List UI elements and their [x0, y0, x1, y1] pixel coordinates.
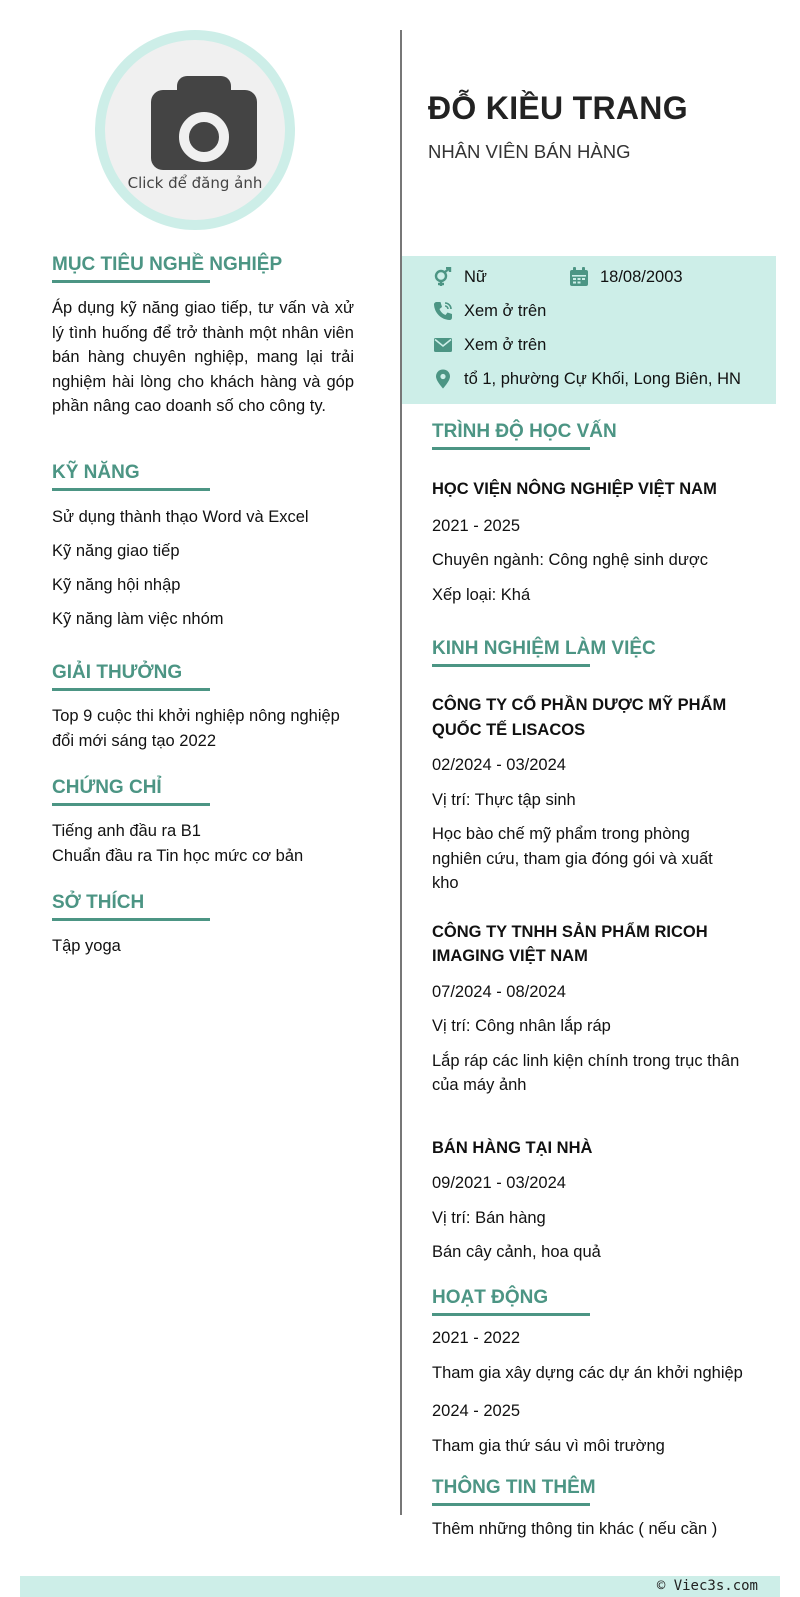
skill-item: Sử dụng thành thạo Word và Excel [52, 508, 309, 526]
contact-gender [432, 265, 487, 289]
activities-section [432, 1287, 762, 1458]
school-name: HỌC VIỆN NÔNG NGHIỆP VIỆT NAM [432, 480, 717, 498]
objective-section [52, 254, 354, 419]
extra-text: Thêm những thông tin khác ( nếu cần ) [432, 1520, 718, 1538]
company-name: BÁN HÀNG TẠI NHÀ [432, 1138, 593, 1157]
skill-item: Kỹ năng làm việc nhóm [52, 610, 224, 628]
email-value[interactable]: Xem ở trên [464, 335, 547, 354]
calendar-icon [568, 266, 590, 288]
email-icon [432, 334, 454, 356]
education-grade: Xếp loại: Khá [432, 585, 531, 604]
avatar-caption: Click để đăng ảnh [127, 174, 263, 192]
section-underline [52, 280, 210, 283]
cert-item: Chuẩn đầu ra Tin học mức cơ bản [52, 846, 304, 865]
skill-item: Kỹ năng hội nhập [52, 576, 181, 594]
hobby-text: Tập yoga [52, 937, 121, 955]
section-underline [432, 447, 590, 450]
experience-section [432, 638, 762, 1265]
candidate-name: ĐỖ KIỀU TRANG [428, 90, 688, 126]
education-period: 2021 - 2025 [432, 516, 521, 535]
job-position: Vị trí: Công nhân lắp ráp [432, 1017, 611, 1035]
company-name: CÔNG TY CỔ PHẦN DƯỢC MỸ PHẨM QUỐC TẾ LISACOS [432, 696, 727, 739]
job-period: 09/2021 - 03/2024 [432, 1174, 566, 1192]
address-value: tổ 1, phường Cự Khối, Long Biên, HN [464, 369, 741, 388]
activity-text: Tham gia xây dựng các dự án khởi nghiệp [432, 1363, 743, 1382]
section-title: KỸ NĂNG [52, 462, 140, 483]
section-title: CHỨNG CHỈ [52, 777, 162, 798]
location-icon [432, 368, 454, 390]
hobbies-section [52, 892, 354, 959]
section-underline [52, 688, 210, 691]
job-entry [432, 693, 732, 896]
job-period: 07/2024 - 08/2024 [432, 982, 566, 1001]
section-title: GIẢI THƯỞNG [52, 662, 183, 683]
company-name: CÔNG TY TNHH SẢN PHẨM RICOH IMAGING VIỆT NAM [432, 922, 708, 965]
education-section [432, 421, 762, 607]
award-text: Top 9 cuộc thi khởi nghiệp nông nghiệp đổi mới sáng tạo 2022 [52, 707, 340, 750]
phone-icon [432, 300, 454, 322]
extra-section [432, 1477, 762, 1542]
education-major: Chuyên ngành: Công nghệ sinh dược [432, 551, 708, 569]
job-position: Vị trí: Thực tập sinh [432, 790, 576, 809]
footer-bar [20, 1576, 780, 1597]
job-position: Vị trí: Bán hàng [432, 1208, 546, 1227]
section-title: KINH NGHIỆM LÀM VIỆC [432, 638, 656, 659]
section-underline [432, 1503, 590, 1506]
job-description: Bán cây cảnh, hoa quả [432, 1243, 601, 1261]
job-entry [432, 1136, 752, 1265]
section-underline [52, 488, 210, 491]
certs-section [52, 777, 354, 868]
job-title: NHÂN VIÊN BÁN HÀNG [428, 141, 631, 162]
activity-text: Tham gia thứ sáu vì môi trường [432, 1436, 665, 1455]
avatar-upload[interactable] [95, 30, 295, 230]
skill-item: Kỹ năng giao tiếp [52, 542, 180, 560]
cert-item: Tiếng anh đầu ra B1 [52, 822, 201, 840]
contact-box [402, 256, 776, 404]
activity-period: 2024 - 2025 [432, 1402, 521, 1420]
avatar-placeholder[interactable] [105, 40, 285, 220]
objective-text: Áp dụng kỹ năng giao tiếp, tư vấn và xử lý tình huống để trở thành một nhân viên bán hàng chuyên nghiệp, mang lại trải nghiệm hài lòng cho khách hàng và góp phần nâng cao doanh số cho công ty. [52, 299, 354, 415]
contact-email [432, 333, 546, 357]
section-underline [52, 803, 210, 806]
section-underline [432, 1313, 590, 1316]
awards-section [52, 662, 354, 753]
gender-value: Nữ [464, 267, 487, 286]
section-underline [432, 664, 590, 667]
section-title: SỞ THÍCH [52, 892, 145, 913]
contact-phone [432, 299, 546, 323]
job-period: 02/2024 - 03/2024 [432, 756, 566, 774]
contact-dob [568, 265, 683, 289]
section-title: MỤC TIÊU NGHỀ NGHIỆP [52, 254, 283, 275]
section-underline [52, 918, 210, 921]
job-description: Lắp ráp các linh kiện chính trong trục thân của máy ảnh [432, 1051, 740, 1094]
activity-period: 2021 - 2022 [432, 1329, 521, 1347]
job-description: Học bào chế mỹ phẩm trong phòng nghiên cứu, tham gia đóng gói và xuất kho [432, 825, 713, 892]
contact-address [432, 367, 741, 391]
gender-icon [432, 266, 454, 288]
dob-value: 18/08/2003 [600, 267, 683, 286]
column-divider [400, 30, 402, 1515]
job-entry [432, 920, 752, 1098]
section-title: HOẠT ĐỘNG [432, 1287, 549, 1308]
section-title: THÔNG TIN THÊM [432, 1477, 596, 1498]
camera-icon-lens [179, 112, 229, 162]
phone-value[interactable]: Xem ở trên [464, 301, 547, 320]
section-title: TRÌNH ĐỘ HỌC VẤN [432, 421, 617, 442]
footer-copyright: © Viec3s.com [656, 1578, 758, 1594]
skills-section [52, 462, 354, 632]
